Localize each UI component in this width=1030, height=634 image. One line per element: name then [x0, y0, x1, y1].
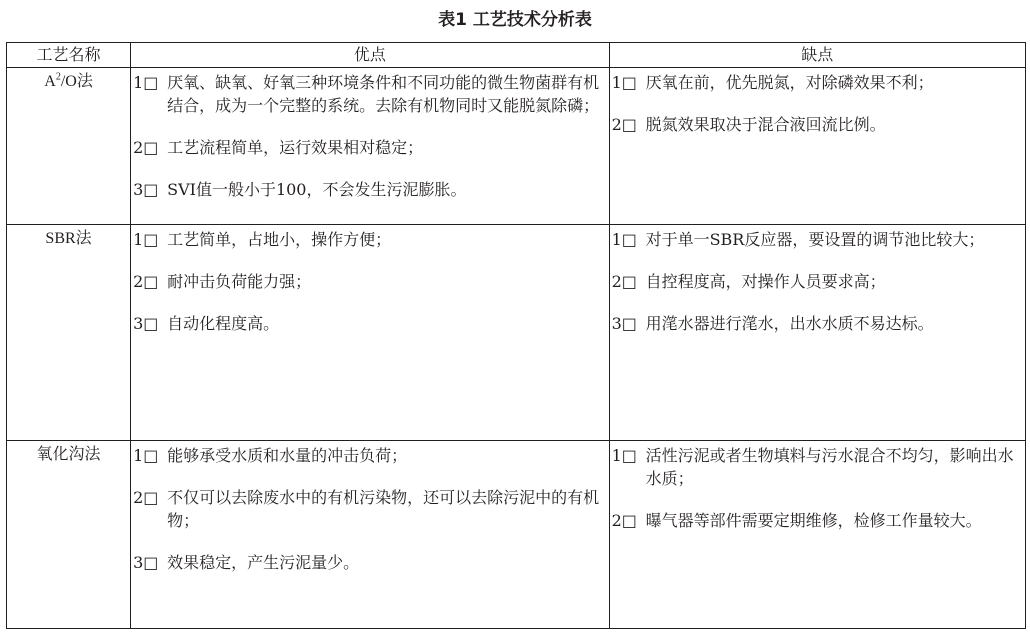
list-item	[610, 71, 1025, 94]
item-text: 脱氮效果取决于混合液回流比例。	[645, 115, 886, 134]
item-text: 厌氧在前，优先脱氮，对除磷效果不利；	[645, 73, 934, 92]
process-name-suffix: /O法	[60, 73, 93, 90]
table-row-a2o	[7, 68, 1026, 225]
item-text: 能够承受水质和水量的冲击负荷；	[167, 446, 408, 465]
list-item	[610, 228, 1025, 251]
table-header-row	[7, 43, 1026, 68]
list-item	[131, 136, 608, 159]
header-process-name: 工艺名称	[7, 43, 131, 68]
item-number: 2□	[611, 272, 637, 291]
list-item	[131, 551, 608, 574]
item-number: 3□	[133, 314, 159, 333]
list-item	[131, 444, 608, 467]
process-analysis-table	[6, 42, 1026, 629]
item-number: 1□	[133, 446, 159, 465]
list-item	[610, 312, 1025, 335]
item-text: 工艺简单，占地小，操作方便；	[167, 230, 392, 249]
item-number: 2□	[133, 272, 159, 291]
item-number: 3□	[611, 314, 637, 333]
item-text: 自动化程度高。	[167, 314, 280, 333]
item-number: 1□	[611, 73, 637, 92]
item-number: 2□	[611, 115, 637, 134]
header-cons: 缺点	[609, 43, 1025, 68]
item-number: 1□	[133, 73, 159, 92]
table-row-sbr	[7, 225, 1026, 441]
item-text: 自控程度高，对操作人员要求高；	[645, 272, 886, 291]
list-item	[131, 228, 608, 251]
process-name-prefix: A	[44, 73, 56, 90]
item-text: 工艺流程简单，运行效果相对稳定；	[167, 138, 424, 157]
item-text: 曝气器等部件需要定期维修，检修工作量较大。	[645, 511, 982, 530]
list-item	[610, 270, 1025, 293]
list-item	[610, 444, 1025, 490]
pros-cell-oxidation-ditch	[131, 441, 609, 629]
item-number: 3□	[133, 180, 159, 199]
cons-cell-oxidation-ditch	[609, 441, 1025, 629]
item-text: 用滗水器进行滗水，出水水质不易达标。	[645, 314, 934, 333]
header-pros: 优点	[131, 43, 609, 68]
pros-cell-sbr	[131, 225, 609, 441]
item-text: 对于单一SBR反应器，要设置的调节池比较大；	[645, 230, 985, 249]
item-number: 1□	[133, 230, 159, 249]
list-item	[131, 71, 608, 117]
item-number: 1□	[611, 446, 637, 465]
list-item	[610, 509, 1025, 532]
cons-cell-a2o	[609, 68, 1025, 225]
list-item	[131, 270, 608, 293]
list-item	[131, 178, 608, 201]
process-name-sbr: SBR法	[7, 225, 131, 441]
process-name-oxidation-ditch: 氧化沟法	[7, 441, 131, 629]
item-text: 效果稳定，产生污泥量少。	[167, 553, 360, 572]
table-caption: 表1 工艺技术分析表	[438, 10, 592, 30]
process-name-superscript: 2	[55, 71, 61, 83]
item-number: 2□	[611, 511, 637, 530]
list-item	[610, 113, 1025, 136]
item-text: 活性污泥或者生物填料与污水混合不均匀，影响出水水质；	[645, 446, 1014, 488]
item-number: 2□	[133, 138, 159, 157]
list-item	[131, 486, 608, 532]
list-item	[131, 312, 608, 335]
item-text: 不仅可以去除废水中的有机污染物，还可以去除污泥中的有机物；	[167, 488, 600, 530]
item-number: 2□	[133, 488, 159, 507]
item-number: 3□	[133, 553, 159, 572]
item-number: 1□	[611, 230, 637, 249]
process-name-a2o	[7, 68, 131, 225]
pros-cell-a2o	[131, 68, 609, 225]
item-text: 耐冲击负荷能力强；	[167, 272, 312, 291]
table-row-oxidation-ditch	[7, 441, 1026, 629]
item-text: SVI值一般小于100，不会发生污泥膨胀。	[167, 180, 467, 199]
cons-cell-sbr	[609, 225, 1025, 441]
item-text: 厌氧、缺氧、好氧三种环境条件和不同功能的微生物菌群有机结合，成为一个完整的系统。去除有机物同时又能脱氮除磷；	[167, 73, 600, 115]
